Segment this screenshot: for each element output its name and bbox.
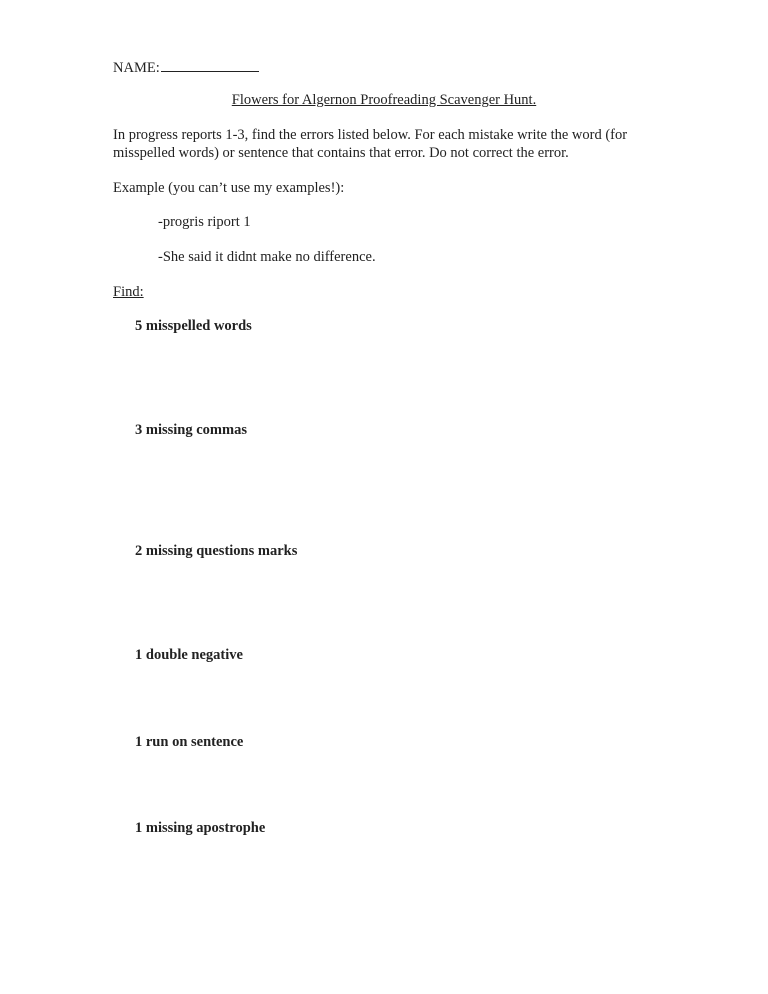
name-blank-line[interactable]	[161, 57, 259, 72]
worksheet-title-text: Flowers for Algernon Proofreading Scavenger Hunt.	[231, 92, 537, 108]
instructions-paragraph: In progress reports 1-3, find the errors listed below. For each mistake write the word (for misspelled words) or sentence that contains that error. Do not correct the error.	[113, 127, 628, 161]
find-item-missing-apostrophe: 1 missing apostrophe	[135, 820, 266, 836]
find-item-run-on-sentence: 1 run on sentence	[135, 734, 244, 750]
find-item-misspelled-words: 5 misspelled words	[135, 318, 252, 334]
worksheet-title	[0, 91, 768, 109]
find-item-double-negative: 1 double negative	[135, 647, 243, 663]
example-item: -She said it didnt make no difference.	[158, 249, 376, 265]
name-label: NAME:	[113, 60, 160, 76]
find-item-missing-question-marks: 2 missing questions marks	[135, 543, 298, 559]
find-label: Find:	[113, 284, 144, 300]
example-label: Example (you can’t use my examples!):	[113, 180, 345, 196]
name-row	[113, 57, 259, 77]
example-item: -progris riport 1	[158, 214, 251, 230]
find-item-missing-commas: 3 missing commas	[135, 422, 247, 438]
